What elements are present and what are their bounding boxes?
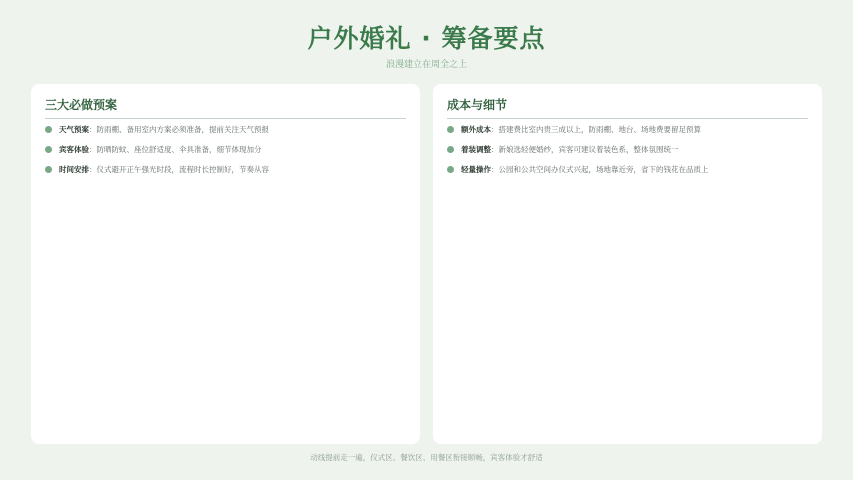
item-text: 防雨棚、备用室内方案必须准备，提前关注天气预报 [96,125,269,134]
page-subtitle: 浪漫建立在周全之上 [385,60,467,70]
item-separator: ： [491,165,499,174]
bullet-dot-icon [45,166,52,173]
list-item [447,125,808,135]
bullet-dot-icon [447,166,454,173]
item-key: 着装调整 [461,145,491,154]
item-key: 轻量操作 [461,165,491,174]
bullet-dot-icon [447,146,454,153]
page-title: 户外婚礼 · 筹备要点 [307,24,546,53]
footer-note: 动线提前走一遍，仪式区、餐饮区、用餐区衔接顺畅，宾客体验才舒适 [310,453,543,462]
item-key: 宾客体验 [59,145,89,154]
bullet-dot-icon [45,146,52,153]
item-separator: ： [491,145,499,154]
item-text: 公园和公共空间办仪式兴起，场地靠近旁，省下的钱花在品质上 [498,165,709,174]
card-title: 三大必做预案 [45,96,406,119]
bullet-dot-icon [447,126,454,133]
card-title: 成本与细节 [447,96,808,119]
item-text: 搭建费比室内贵三成以上，防雨棚、地台、场地费要留足预算 [498,125,701,134]
item-list [45,125,406,175]
item-key: 天气预案 [59,125,89,134]
item-key: 额外成本 [461,125,491,134]
list-item [45,165,406,175]
bullet-dot-icon [45,126,52,133]
item-separator: ： [89,145,97,154]
item-separator: ： [89,125,97,134]
item-separator: ： [89,165,97,174]
card-cost-and-details [433,84,822,444]
item-list [447,125,808,175]
item-text: 仪式避开正午强光时段，流程时长控制好，节奏从容 [96,165,269,174]
item-separator: ： [491,125,499,134]
item-key: 时间安排 [59,165,89,174]
list-item [45,125,406,135]
item-text: 防晒防蚊、座位舒适度、伞具准备，细节体现加分 [96,145,262,154]
card-contingency-plans [31,84,420,444]
list-item [45,145,406,155]
item-text: 新娘选轻便婚纱，宾客可建议着装色系，整体氛围统一 [498,145,679,154]
list-item [447,165,808,175]
list-item [447,145,808,155]
